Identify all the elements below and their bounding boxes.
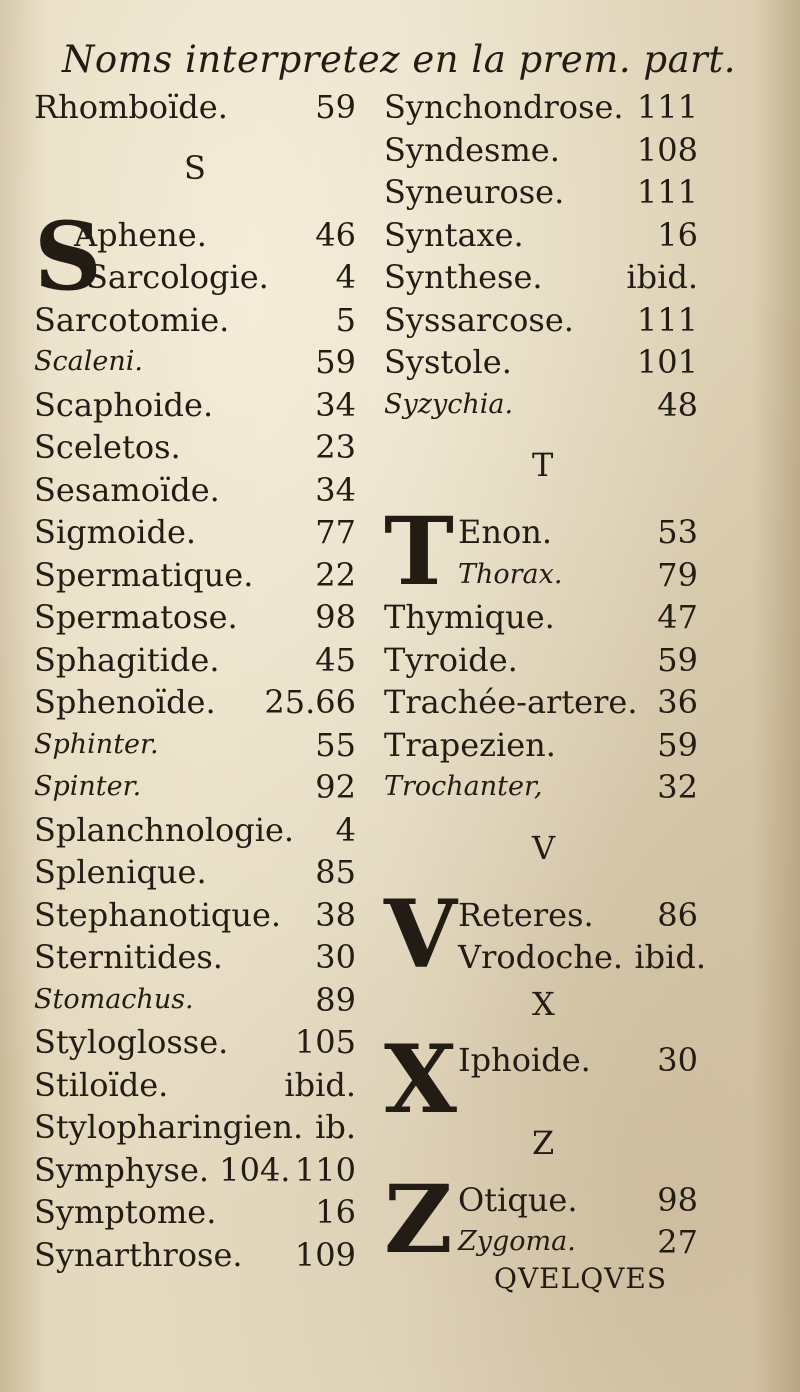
entry-term: Sternitides.	[34, 938, 223, 976]
entry-term: Sceletos.	[34, 428, 181, 466]
entry-page: 38	[315, 895, 356, 934]
entry-page: 4	[335, 258, 356, 296]
entry-page: 27	[657, 1223, 698, 1261]
index-entry	[384, 724, 706, 767]
entry-page: 4	[335, 810, 356, 849]
entry-page: 98	[315, 598, 356, 636]
entry-term: Symptome.	[34, 1193, 217, 1231]
drop-cap-block-s	[34, 201, 364, 312]
entry-page: ibid.	[284, 1065, 356, 1104]
index-entry	[384, 171, 706, 214]
index-entry	[384, 129, 706, 172]
index-entry	[384, 894, 706, 937]
index-entry	[34, 426, 364, 469]
entry-term: Syntaxe.	[384, 215, 524, 254]
index-entry	[384, 639, 706, 682]
entry-term: Stephanotique.	[34, 895, 282, 934]
index-entry	[34, 1021, 364, 1064]
entry-term: Scaphoide.	[34, 385, 214, 424]
index-entry	[34, 766, 364, 809]
entry-page: 77	[315, 513, 356, 551]
index-entry	[34, 1191, 364, 1234]
entry-page: 16	[315, 1193, 356, 1231]
entry-term: Iphoide.	[458, 1040, 591, 1079]
index-entry	[34, 214, 364, 257]
entry-term: Trachée-artere.	[384, 683, 638, 721]
entry-term: Stiloïde.	[34, 1065, 169, 1104]
entry-page: 109	[294, 1235, 356, 1274]
entry-page: 34	[315, 385, 356, 424]
entry-page: ibid.	[626, 258, 698, 296]
index-entry	[384, 1039, 706, 1082]
section-letter: X	[532, 984, 555, 1023]
entry-page: 92	[315, 768, 356, 806]
index-entry	[34, 596, 364, 639]
entry-term: Vrodoche.	[458, 938, 624, 976]
entry-page: 111	[636, 173, 698, 211]
entry-page: 48	[657, 385, 698, 424]
entry-term: Enon.	[458, 513, 553, 551]
catchword: QVELQVES	[494, 1262, 668, 1295]
right-column	[384, 86, 706, 1275]
index-entry	[34, 1064, 364, 1107]
index-entry	[384, 766, 706, 809]
entry-term: Synarthrose.	[34, 1235, 243, 1274]
entry-page: 101	[636, 343, 698, 381]
entry-page: 22	[315, 555, 356, 594]
entry-term: Sesamoïde.	[34, 470, 220, 509]
entry-page: ib.	[315, 1108, 356, 1146]
entry-term: Sigmoide.	[34, 513, 197, 551]
entry-term: Thorax.	[458, 558, 563, 590]
section-letter: Z	[532, 1123, 555, 1162]
entry-term: Otique.	[458, 1180, 578, 1219]
drop-cap-t: T	[384, 497, 454, 607]
entry-term: Trochanter,	[384, 771, 543, 802]
index-entry	[384, 299, 706, 342]
entry-term: Trapezien.	[384, 725, 556, 764]
entry-term: Zygoma.	[458, 1226, 576, 1257]
entry-page: ibid.	[634, 938, 706, 976]
entry-term: Tyroide.	[384, 640, 518, 679]
entry-page: 55	[315, 725, 356, 764]
index-entry	[34, 639, 364, 682]
entry-page: 111	[636, 88, 698, 126]
entry-term: Reteres.	[458, 895, 594, 934]
index-entry	[384, 511, 706, 554]
index-entry	[34, 384, 364, 427]
entry-term: Spinter.	[34, 771, 142, 802]
entry-term: Syzychia.	[384, 388, 514, 420]
entry-page: 86	[657, 895, 698, 934]
drop-cap-v: V	[384, 879, 457, 990]
index-entry	[34, 341, 364, 384]
entry-page: 108	[636, 130, 698, 169]
index-entry	[34, 554, 364, 597]
index-entry	[34, 469, 364, 512]
entry-term: Synthese.	[384, 258, 543, 296]
entry-page: 89	[315, 980, 356, 1019]
drop-cap-block-z	[384, 1164, 706, 1275]
index-entry	[384, 1179, 706, 1222]
index-entry	[34, 511, 364, 554]
entry-term: Syndesme.	[384, 130, 560, 169]
index-entry	[34, 724, 364, 767]
index-entry	[384, 256, 706, 299]
index-entry	[34, 809, 364, 852]
index-entry	[34, 681, 364, 724]
entry-term: Sphenoïde.	[34, 683, 216, 721]
entry-page: 105	[294, 1023, 356, 1061]
index-entry	[34, 299, 364, 342]
section-letter: T	[532, 446, 554, 484]
entry-page: 98	[657, 1180, 698, 1219]
entry-term: Sarcotomie.	[34, 300, 230, 339]
drop-cap-block-t	[384, 497, 706, 607]
entry-page: 59	[657, 640, 698, 679]
section-letter: V	[532, 828, 556, 867]
entry-page: 23	[315, 428, 356, 466]
section-letter: S	[184, 148, 206, 187]
index-entry	[384, 341, 706, 384]
index-entry	[34, 256, 364, 299]
index-entry	[34, 1149, 364, 1192]
entry-page: 30	[315, 938, 356, 976]
entry-page: 59	[657, 725, 698, 764]
entry-term: Sphinter.	[34, 728, 159, 760]
drop-cap-block-v	[384, 879, 706, 990]
index-entry	[384, 86, 706, 129]
entry-page: 59	[315, 343, 356, 381]
drop-cap-block-x	[384, 1024, 706, 1135]
entry-term: Thymique.	[384, 598, 555, 636]
drop-cap-z: Z	[384, 1164, 453, 1275]
entry-term: Syneurose.	[384, 173, 565, 211]
entry-term: Stylopharingien.	[34, 1108, 304, 1146]
entry-page: 5	[335, 300, 356, 339]
entry-term: Sphagitide.	[34, 640, 220, 679]
entry-page: 25.66	[264, 683, 356, 721]
entry-term: Symphyse. 104.	[34, 1150, 291, 1189]
index-entry	[384, 554, 706, 597]
entry-term: Stomachus.	[34, 983, 194, 1015]
index-entry	[384, 936, 706, 979]
drop-cap-s: S	[34, 201, 102, 312]
entry-page: 16	[657, 215, 698, 254]
left-column	[34, 86, 364, 1276]
index-entry	[384, 596, 706, 639]
index-entry	[34, 979, 364, 1022]
entry-term: Scaleni.	[34, 346, 143, 377]
entry-term: Systole.	[384, 343, 512, 381]
entry-page: 46	[315, 215, 356, 254]
entry-term: Splanchnologie.	[34, 810, 295, 849]
entry-term: Sarcologie.	[86, 258, 269, 296]
index-entry	[34, 1106, 364, 1149]
index-entry	[384, 214, 706, 257]
index-entry	[384, 1221, 706, 1264]
entry-page: 53	[657, 513, 698, 551]
entry-term: Spermatique.	[34, 555, 254, 594]
entry-page: 59	[315, 88, 356, 126]
index-entry	[34, 851, 364, 894]
index-entry	[34, 894, 364, 937]
index-entry	[34, 1234, 364, 1277]
entry-term: Rhomboïde.	[34, 88, 228, 126]
section-heading-s	[34, 129, 364, 214]
entry-term: Spermatose.	[34, 598, 238, 636]
entry-term: Styloglosse.	[34, 1023, 229, 1061]
entry-term: Syssarcose.	[384, 300, 574, 339]
index-entry	[384, 681, 706, 724]
index-entry	[34, 936, 364, 979]
entry-page: 79	[657, 555, 698, 594]
entry-page: 111	[636, 300, 698, 339]
index-entry	[34, 86, 364, 129]
page-header: Noms interpretez en la prem. part.	[62, 38, 736, 81]
entry-page: 45	[315, 640, 356, 679]
index-entry	[384, 384, 706, 427]
entry-page: 85	[315, 853, 356, 891]
entry-page: 36	[657, 683, 698, 721]
entry-term: Splenique.	[34, 853, 207, 891]
entry-page: 47	[657, 598, 698, 636]
entry-page: 110	[294, 1150, 356, 1189]
entry-page: 30	[657, 1040, 698, 1079]
entry-page: 34	[315, 470, 356, 509]
drop-cap-x: X	[384, 1024, 457, 1135]
entry-page: 32	[657, 768, 698, 806]
entry-term: Aphene.	[74, 215, 207, 254]
entry-term: Synchondrose.	[384, 88, 624, 126]
